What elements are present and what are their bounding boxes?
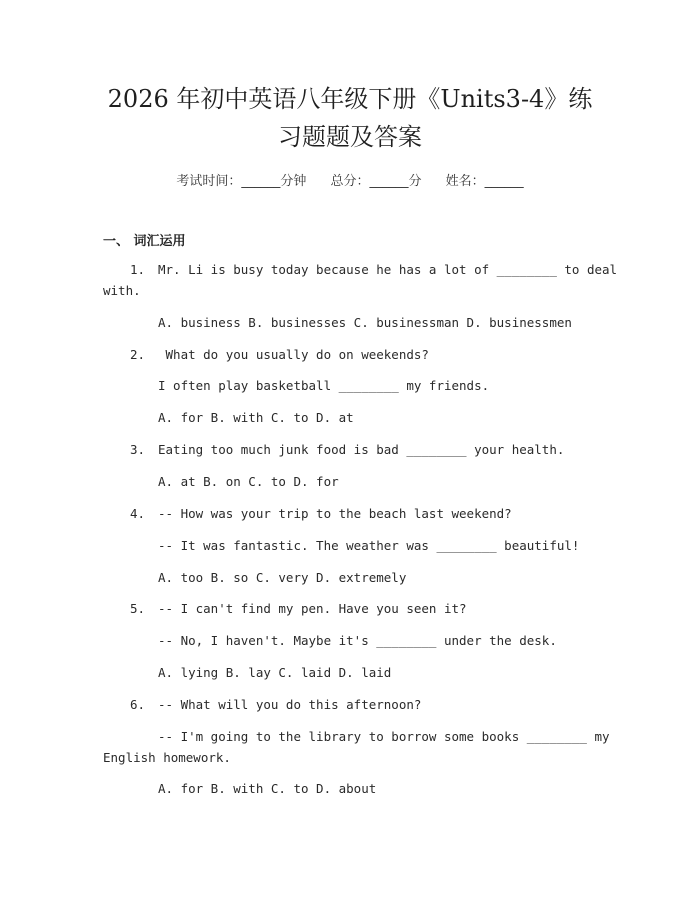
question-1 [130, 262, 617, 277]
question-stem: What do you usually do on weekends? [158, 347, 429, 362]
question-stem: -- How was your trip to the beach last weekend? [158, 506, 512, 521]
question-6-line-3: English homework. [103, 750, 231, 765]
question-4-options: A. too B. so C. very D. extremely [158, 570, 407, 585]
question-stem: Mr. Li is busy today because he has a lot of ________ to deal [158, 262, 618, 277]
question-4 [130, 506, 512, 521]
question-1-options: A. business B. businesses C. businessman D. businessmen [158, 315, 572, 330]
question-stem: -- I can't find my pen. Have you seen it? [158, 601, 467, 616]
question-2-line-2: I often play basketball ________ my friends. [158, 378, 490, 393]
question-6-options: A. for B. with C. to D. about [158, 781, 377, 796]
question-4-line-2: -- It was fantastic. The weather was ________ beautiful! [158, 538, 580, 553]
question-number: 3. [130, 442, 146, 457]
title-line-2: 习题题及答案 [278, 123, 422, 151]
question-5 [130, 601, 467, 616]
question-3-options: A. at B. on C. to D. for [158, 474, 339, 489]
question-number: 2. [130, 347, 146, 362]
question-number: 4. [130, 506, 146, 521]
question-number: 5. [130, 601, 146, 616]
question-5-options: A. lying B. lay C. laid D. laid [158, 665, 392, 680]
question-6-line-2: -- I'm going to the library to borrow some books ________ my [158, 729, 610, 744]
question-5-line-2: -- No, I haven't. Maybe it's ________ under the desk. [158, 633, 557, 648]
document-title [60, 80, 640, 156]
question-3 [130, 442, 564, 457]
title-line-1: 2026 年初中英语八年级下册《Units3-4》练 [107, 85, 593, 113]
question-1-cont: with. [103, 283, 141, 298]
question-2 [130, 347, 429, 362]
section-heading: 一、 词汇运用 [103, 234, 186, 249]
question-number: 1. [130, 262, 146, 277]
exam-score: 总分：______分 [330, 174, 422, 189]
question-stem: -- What will you do this afternoon? [158, 697, 422, 712]
exam-name: 姓名：______ [445, 174, 524, 189]
question-2-options: A. for B. with C. to D. at [158, 410, 354, 425]
question-number: 6. [130, 697, 146, 712]
exam-time: 考试时间：______分钟 [176, 174, 307, 189]
question-6 [130, 697, 421, 712]
exam-meta [0, 170, 700, 189]
question-stem: Eating too much junk food is bad ________ your health. [158, 442, 565, 457]
